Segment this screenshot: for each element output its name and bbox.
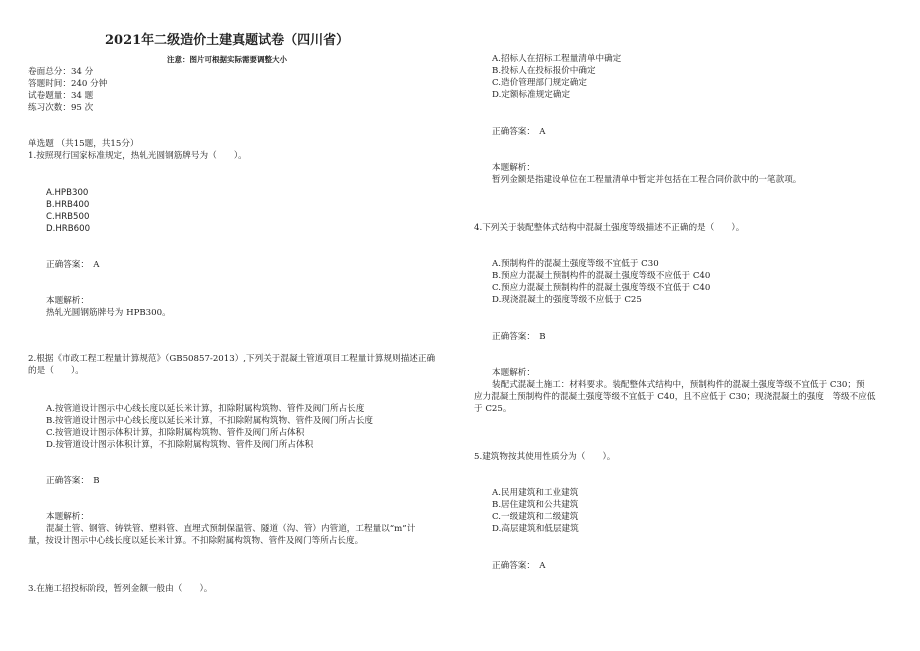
- q1-analysis-label: 本题解析：: [46, 296, 89, 306]
- q5-option-a[interactable]: A.民用建筑和工业建筑: [492, 488, 579, 498]
- q4-analysis-line1: 装配式混凝土施工：材料要求。装配整体式结构中，预制构件的混凝土强度等级不宜低于 C30；预: [492, 380, 865, 390]
- page-title: 2021年二级造价土建真题试卷（四川省）: [105, 33, 350, 48]
- q2-option-b[interactable]: B.按管道设计图示中心线长度以延长米计算，不扣除附属构筑物、管件及阀门所占长度: [46, 416, 374, 426]
- q2-option-d[interactable]: D.按管道设计图示体积计算，不扣除附属构筑物、管件及阀门所占体积: [46, 440, 314, 450]
- q5-option-d[interactable]: D.高层建筑和低层建筑: [492, 524, 579, 534]
- q3-answer: 正确答案： A: [492, 127, 546, 137]
- q3-analysis-label: 本题解析：: [492, 163, 535, 173]
- q3-stem: 3.在施工招投标阶段，暂列金额一般由（ ）。: [28, 584, 213, 594]
- q2-stem-line1: 2.根据《市政工程工程量计算规范》（GB50857-2013）,下列关于混凝土管道项目工程量计算规则描述正确: [28, 354, 436, 364]
- q2-analysis-line1: 混凝土管、钢管、铸铁管、塑料管、直埋式预制保温管、隧道（沟、管）内管道，工程量以“m”计: [46, 524, 416, 534]
- q4-analysis-line3: 于 C25。: [474, 404, 512, 414]
- meta-practice-count: 练习次数：95 次: [28, 103, 94, 113]
- q3-option-b[interactable]: B.投标人在投标报价中确定: [492, 66, 596, 76]
- q4-stem: 4.下列关于装配整体式结构中混凝土强度等级描述不正确的是（ ）。: [474, 223, 745, 233]
- q1-option-c[interactable]: C.HRB500: [46, 212, 90, 222]
- q3-option-a[interactable]: A.招标人在招标工程量清单中确定: [492, 54, 622, 64]
- q1-analysis: 热轧光圆钢筋牌号为 HPB300。: [46, 308, 171, 318]
- q4-option-d[interactable]: D.现浇混凝土的强度等级不应低于 C25: [492, 295, 642, 305]
- q1-option-b[interactable]: B.HRB400: [46, 200, 90, 210]
- q2-answer: 正确答案： B: [46, 476, 100, 486]
- q1-answer: 正确答案： A: [46, 260, 100, 270]
- meta-question-count: 试卷题量：34 题: [28, 91, 94, 101]
- q5-answer: 正确答案： A: [492, 561, 546, 571]
- q1-stem: 1.按照现行国家标准规定，热轧光圆钢筋牌号为（ ）。: [28, 151, 247, 161]
- q5-option-c[interactable]: C.一级建筑和二级建筑: [492, 512, 579, 522]
- q5-option-b[interactable]: B.居住建筑和公共建筑: [492, 500, 579, 510]
- image-note: 注意：图片可根据实际需要调整大小: [167, 55, 287, 64]
- q4-answer: 正确答案： B: [492, 332, 546, 342]
- q2-analysis-line2: 量，按设计图示中心线长度以延长米计算。不扣除附属构筑物、管件及阀门等所占长度。: [28, 536, 364, 546]
- meta-duration: 答题时间：240 分钟: [28, 79, 108, 89]
- q3-option-d[interactable]: D.定额标准规定确定: [492, 90, 571, 100]
- q5-stem: 5.建筑物按其使用性质分为（ ）。: [474, 452, 616, 462]
- q4-option-a[interactable]: A.预制构件的混凝土强度等级不宜低于 C30: [492, 259, 659, 269]
- q1-option-d[interactable]: D.HRB600: [46, 224, 91, 234]
- q1-option-a[interactable]: A.HPB300: [46, 188, 89, 198]
- q4-option-c[interactable]: C.预应力混凝土预制构件的混凝土强度等级不宜低于 C40: [492, 283, 711, 293]
- q4-option-b[interactable]: B.预应力混凝土预制构件的混凝土强度等级不应低于 C40: [492, 271, 711, 281]
- q3-analysis: 暂列金额是指建设单位在工程量清单中暂定并包括在工程合同价款中的一笔款项。: [492, 175, 802, 185]
- section-heading: 单选题 （共15题，共15分）: [28, 139, 139, 149]
- q4-analysis-label: 本题解析：: [492, 368, 535, 378]
- q4-analysis-line2: 应力混凝土预制构件的混凝土强度等级不宜低于 C40，且不应低于 C30；现浇混凝土的强度 等级不应低: [474, 392, 876, 402]
- q2-stem-line2: 的是（ ）。: [28, 366, 84, 376]
- q2-option-c[interactable]: C.按管道设计图示体积计算，扣除附属构筑物、管件及阀门所占体积: [46, 428, 305, 438]
- q2-option-a[interactable]: A.按管道设计图示中心线长度以延长米计算，扣除附属构筑物、管件及阀门所占长度: [46, 404, 365, 414]
- meta-total-score: 卷面总分：34 分: [28, 67, 94, 77]
- q3-option-c[interactable]: C.造价管理部门规定确定: [492, 78, 587, 88]
- q2-analysis-label: 本题解析：: [46, 512, 89, 522]
